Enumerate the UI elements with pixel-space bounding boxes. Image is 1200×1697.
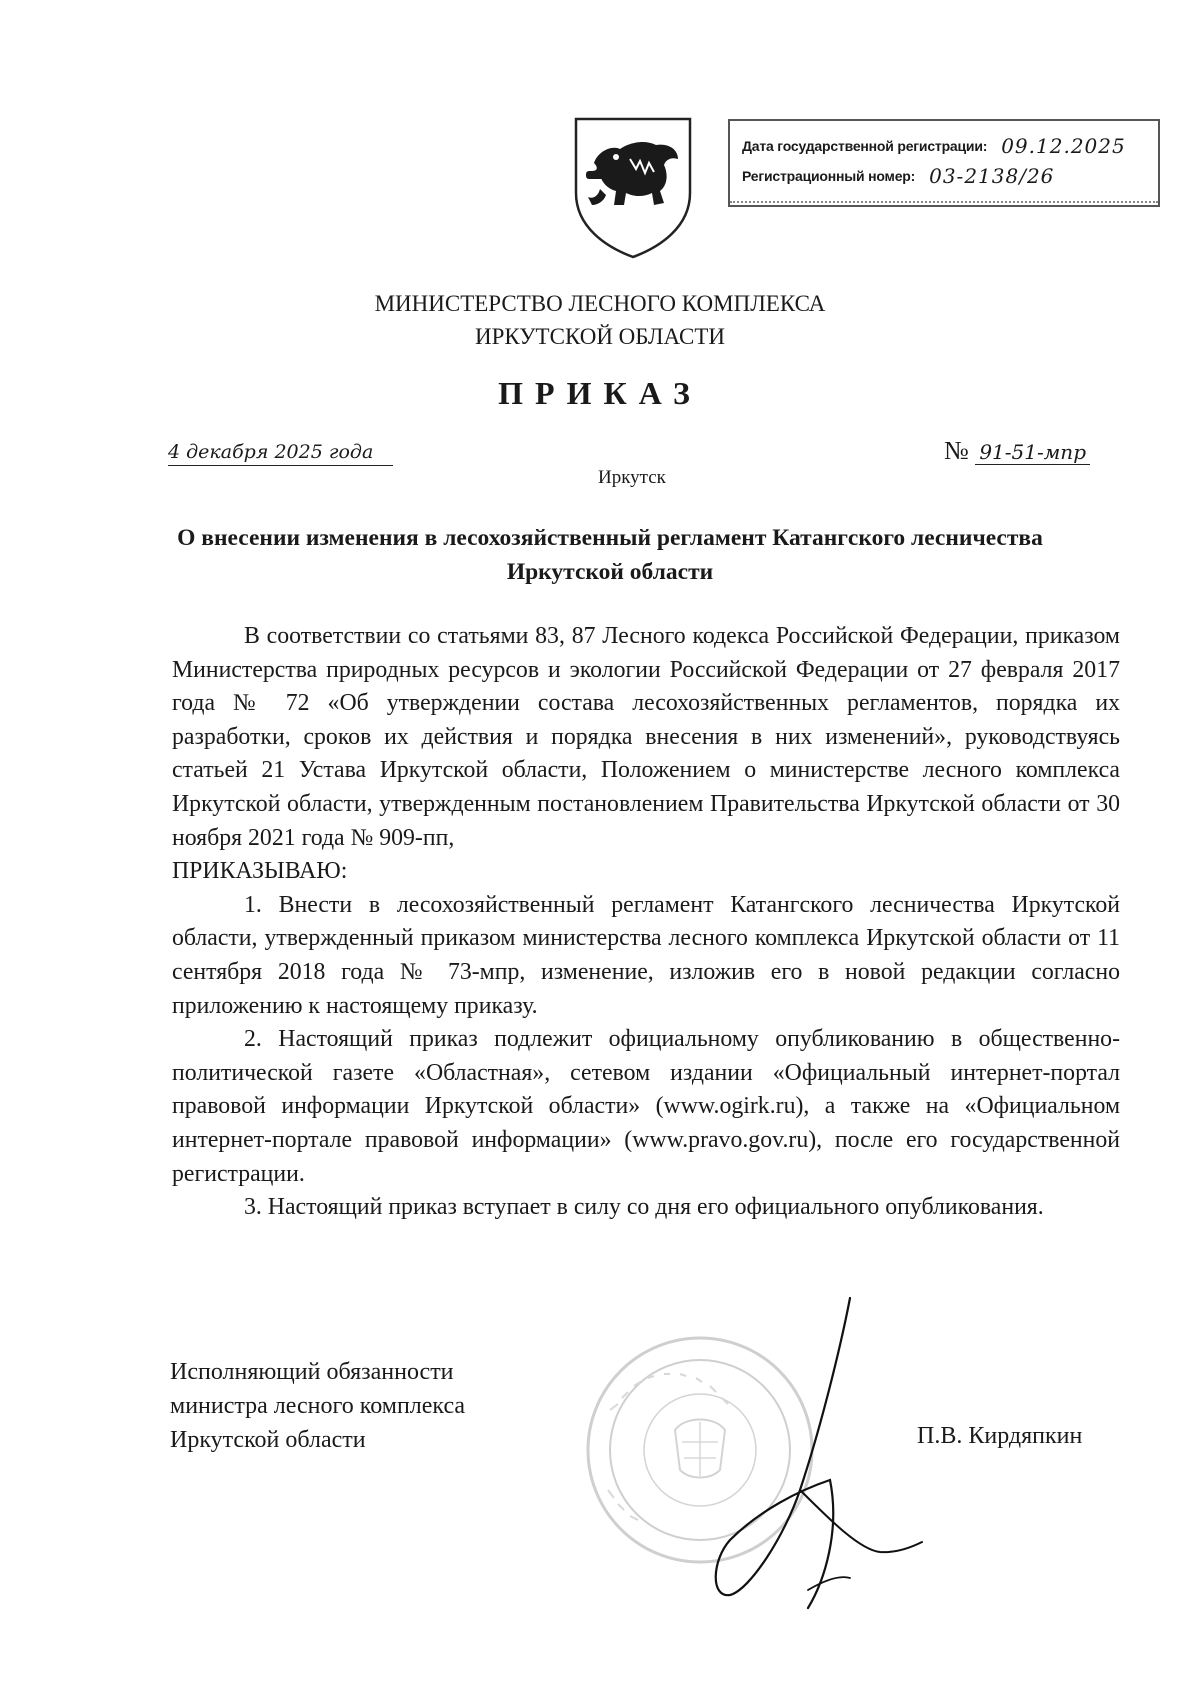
document-body: [172, 620, 1120, 1225]
organization-line-1: МИНИСТЕРСТВО ЛЕСНОГО КОМПЛЕКСА: [374, 291, 826, 316]
organization-header: [0, 287, 1200, 353]
order-number: [944, 436, 1090, 466]
registration-number-value: 03-2138/26: [929, 164, 1055, 188]
preamble-paragraph: В соответствии со статьями 83, 87 Лесного кодекса Российской Федерации, приказом Министерства природных ресурсов и экологии Российской Федерации от 27 февраля 2017 года № 72 «Об утверждении состава лесохозяйственных регламентов, порядка их разработки, сроков их действия и порядка внесения в них изменений», руководствуясь статьей 21 Устава Иркутской области, Положением о министерстве лесного комплекса Иркутской области, утвержденным постановлением Правительства Иркутской области от 30 ноября 2021 года № 909-пп,: [172, 623, 1120, 851]
order-item-1: 1. Внести в лесохозяйственный регламент Катангского лесничества Иркутской области, утвержденный приказом министерства лесного комплекса Иркутской области от 11 сентября 2018 года № 73-мпр, изменение, изложив его в новой редакции согласно приложению к настоящему приказу.: [172, 891, 1120, 1019]
number-sign: №: [944, 436, 969, 465]
order-date-handwritten: 4 декабря 2025 года: [168, 441, 393, 466]
registration-date-value: 09.12.2025: [1001, 134, 1126, 158]
signatory-position: [170, 1355, 465, 1457]
registration-number-label: Регистрационный номер:: [742, 168, 916, 184]
signatory-position-line-3: Иркутской области: [170, 1427, 366, 1453]
document-type: ПРИКАЗ: [498, 375, 702, 411]
signatory-position-line-2: министра лесного комплекса: [170, 1393, 466, 1419]
city: Иркутск: [598, 467, 666, 488]
registration-date-label: Дата государственной регистрации:: [742, 138, 988, 154]
registration-box-divider: [730, 201, 1158, 203]
order-item-2: 2. Настоящий приказ подлежит официальному опубликованию в общественно-политической газете «Областная», сетевом издании «Официальный интернет-портал правовой информации Иркутской области» (www.ogirk.ru), а также на «Официальном интернет-портале правовой информации» (www.pravo.gov.ru), после его государственной регистрации.: [172, 1026, 1120, 1187]
signatory-name: П.В. Кирдяпкин: [917, 1423, 1083, 1449]
handwritten-signature: [690, 1290, 930, 1620]
order-item-3: 3. Настоящий приказ вступает в силу со дня его официального опубликования.: [244, 1194, 1044, 1221]
order-word: ПРИКАЗЫВАЮ:: [172, 858, 348, 885]
registration-box: [728, 119, 1160, 207]
document-subject: О внесении изменения в лесохозяйственный регламент Катангского лесничества Иркутской области: [177, 525, 1043, 585]
signatory-position-line-1: Исполняющий обязанности: [170, 1359, 454, 1385]
coat-of-arms-emblem: [568, 115, 698, 260]
order-number-handwritten: 91-51-мпр: [975, 440, 1090, 465]
organization-line-2: ИРКУТСКОЙ ОБЛАСТИ: [474, 324, 725, 349]
